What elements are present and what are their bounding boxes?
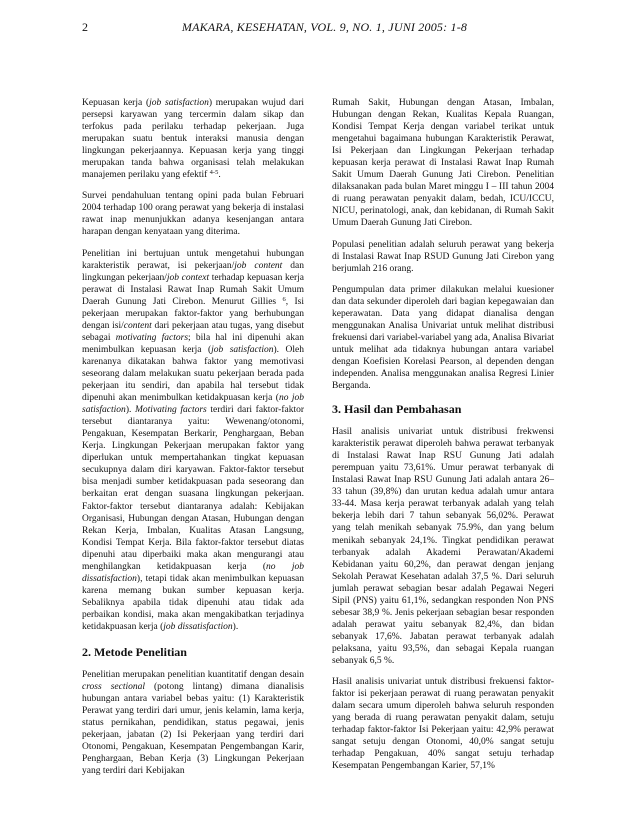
paragraph-methods-continued: Rumah Sakit, Hubungan dengan Atasan, Imbalan, Hubungan dengan Rekan, Kualitas Kepala Ruangan, Kondisi Tempat Kerja dengan variabel terikat untuk mengetahui bagaimana hubungan Karakteristik Perawat, Isi Pekerjaan dan Lingkungan Pekerjaan terhadap kepuasan kerja perawat di Instalasi Rawat Inap Rumah Sakit Umum Daerah Gunung Jati Cirebon. Penelitian dilaksanakan pada bulan Maret minggu I – III tahun 2004 di ruang perawatan penyakit dalam, bedah, ICU/ICCU, NICU, perinatologi, anak, dan kebidanan, di Rumah Sakit Umum Daerah Gunung Jati Cirebon. bbox=[332, 98, 554, 229]
paragraph-data-collection: Pengumpulan data primer dilakukan melalui kuesioner dan data sekunder diperoleh dari bagian kepegawaian dan keperawatan. Data yang didapat dianalisa dengan menggunakan Analisa Univariat untuk melihat distribusi frekuensi dari variabel-variabel yang ada, Analisa Bivariat untuk melihat ada tidaknya hubungan antara variabel dengan Koefisien Korelasi Pearson, al dependen dengan independen. Analisa menggunakan analisa Regresi Linier Berganda. bbox=[332, 284, 554, 392]
paragraph-job-satisfaction: Kepuasan kerja (job satisfaction) merupakan wujud dari persepsi karyawan yang tercermin dalam sikap dan terfokus pada perilaku terhadap pekerjaan. Juga merupakan suatu bentuk interaksi manusia dengan lingkungan pekerjaannya. Kepuasan kerja yang tinggi merupakan tanda bahwa organisasi telah melakukan manajemen perilaku yang efektif $^{4-5}$. bbox=[82, 98, 305, 181]
paragraph-population: Populasi penelitian adalah seluruh perawat yang bekerja di Instalasi Rawat Inap RSUD Gunung Jati Cirebon yang berjumlah 216 orang. bbox=[332, 239, 554, 274]
right-column bbox=[332, 97, 554, 781]
paragraph-research-aim: Penelitian ini bertujuan untuk mengetahui hubungan karakteristik perawat, isi pekerjaan/job content dan lingkungan pekerjaan/job context terhadap kepuasan kerja perawat di Instalasi Rawat Inap Rumah Sakit Umum Daerah Gunung Jati Cirebon. Menurut Gillies $^6$, Isi pekerjaan merupakan faktor-faktor yang berhubungan dengan isi/content dari pekerjaan atau tugas, yang disebut sebagai motivating factors; bila hal ini dipenuhi akan menimbulkan kepuasan kerja (job satisfaction). Oleh karenanya dikatakan bahwa faktor yang memotivasi seseorang dalam melakukan suatu pekerjaan berada pada pekerjaan itu sendiri, dan apabila hal tersebut tidak dipenuhi akan menimbulkan ketidakpuasan kerja (no job satisfaction). Motivating factors terdiri dari faktor-faktor tersebut diantaranya yaitu: Wewenang/otonomi, Pengakuan, Kesempatan Berkarir, Penghargaan, Beban Kerja. Lingkungan Pekerjaan merupakan faktor yang diperlukan untuk mempertahankan tingkat kepuasan secukupnya dalam diri karyawan. Faktor-faktor tersebut bisa menjadi sumber ketidakpuasan pada seseorang dan berkaitan erat dengan suasana lingkungan pekerjaan. Faktor-faktor tersebut diantaranya adalah: Kebijakan Organisasi, Hubungan dengan Atasan, Hubungan dengan Rekan Kerja, Imbalan, Kualitas Atasan Langsung, Kondisi Tempat Kerja. Bila faktor-faktor tersebut diatas dipenuhi atau diperbaiki maka akan mengurangi atau menghilangkan ketidakpuasan kerja (no job dissatisfaction), tetapi tidak akan menimbulkan kepuasan karena memang bukan sumber kepuasan kerja. Sebaliknya apabila tidak dipenuhi atau tidak ada perbaikan kondisi, maka akan mengakibatkan terjadinya ketidakpuasan kerja (job dissatisfaction). bbox=[82, 248, 305, 632]
paragraph-univariate-characteristics: Hasil analisis univariat untuk distribusi frekwensi karakteristik perawat diperoleh bahwa perawat terbanyak di Instalasi Rawat Inap RSU Gunung Jati adalah perempuan yaitu 73,61%. Umur perawat terbanyak di Instalasi Rawat Inap RSU Gunung Jati adalah antara 26–33 tahun (39,8%) dan urutan kedua adalah umur antara 33-44. Masa kerja perawat terbanyak adalah yang telah bekerja lebih dari 7 tahun sebanyak 56,02%. Perawat yang telah menikah sebanyak 75.9%, dan yang belum menikah sebanyak 24,1%. Tingkat pendidikan perawat terbanyak adalah Akademi Perawatan/Akademi Kebidanan yaitu 60,2%, dan perawat dengan jenjang Sekolah Perawat Kesehatan adalah 37,5 %. Dari seluruh jumlah perawat sebagian besar adalah Pegawai Negeri Sipil (PNS) yaitu 61,1%, sedangkan responden Non PNS sebesar 38,9 %. Jenis pekerjaan sebagian besar responden adalah perawat yaitu sebanyak 82,4%, dan bidan sebanyak 17,6%. Jabatan perawat terbanyak adalah pelaksana, yaitu 93,5%, dan sebagai Kepala ruangan sebanyak 6,5 %. bbox=[332, 427, 554, 666]
paragraph-methods: Penelitian merupakan penelitian kuantitatif dengan desain cross sectional (potong lintang) dimana dianalisis hubungan antara variabel bebas yaitu: (1) Karakteristik Perawat yang terdiri dari umur, jenis kelamin, lama kerja, status pernikahan, pendidikan, status pegawai, jenis pekerjaan, jabatan (2) Isi Pekerjaan yang terdiri dari Otonomi, Pengakuan, Kesempatan Pengembangan Karir, Penghargaan, Beban Kerja (3) Lingkungan Pekerjaan yang terdiri dari Kebijakan bbox=[82, 670, 304, 777]
left-column bbox=[82, 97, 304, 786]
running-title: MAKARA, KESEHATAN, VOL. 9, NO. 1, JUNI 2005: 1-8 bbox=[181, 20, 468, 34]
page-number: 2 bbox=[82, 20, 89, 34]
paragraph-univariate-job-content: Hasil analisis univariat untuk distribusi frekuensi faktor-faktor isi pekerjaan perawat di ruang perawatan penyakit dalam secara umum diperoleh bahwa seluruh responden yang berada di ruang perawatan penyakit dalam, setuju terhadap faktor-faktor Isi Pekerjaan yaitu: 42,9% perawat sangat setuju dengan Otonomi, 40,0% sangat setuju terhadap Pengakuan, 40% sangat setuju terhadap Kesempatan Pengembangan Karier, 57,1% bbox=[332, 677, 554, 772]
running-header bbox=[82, 20, 567, 38]
section-heading-methods: 2. Metode Penelitian bbox=[82, 645, 187, 660]
paragraph-survey: Survei pendahuluan tentang opini pada bulan Februari 2004 terhadap 100 orang perawat yang bekerja di instalasi rawat inap menunjukkan adanya kesenjangan antara harapan dengan kenyataan yang diterima. bbox=[82, 191, 304, 238]
section-heading-results: 3. Hasil dan Pembahasan bbox=[332, 402, 462, 417]
